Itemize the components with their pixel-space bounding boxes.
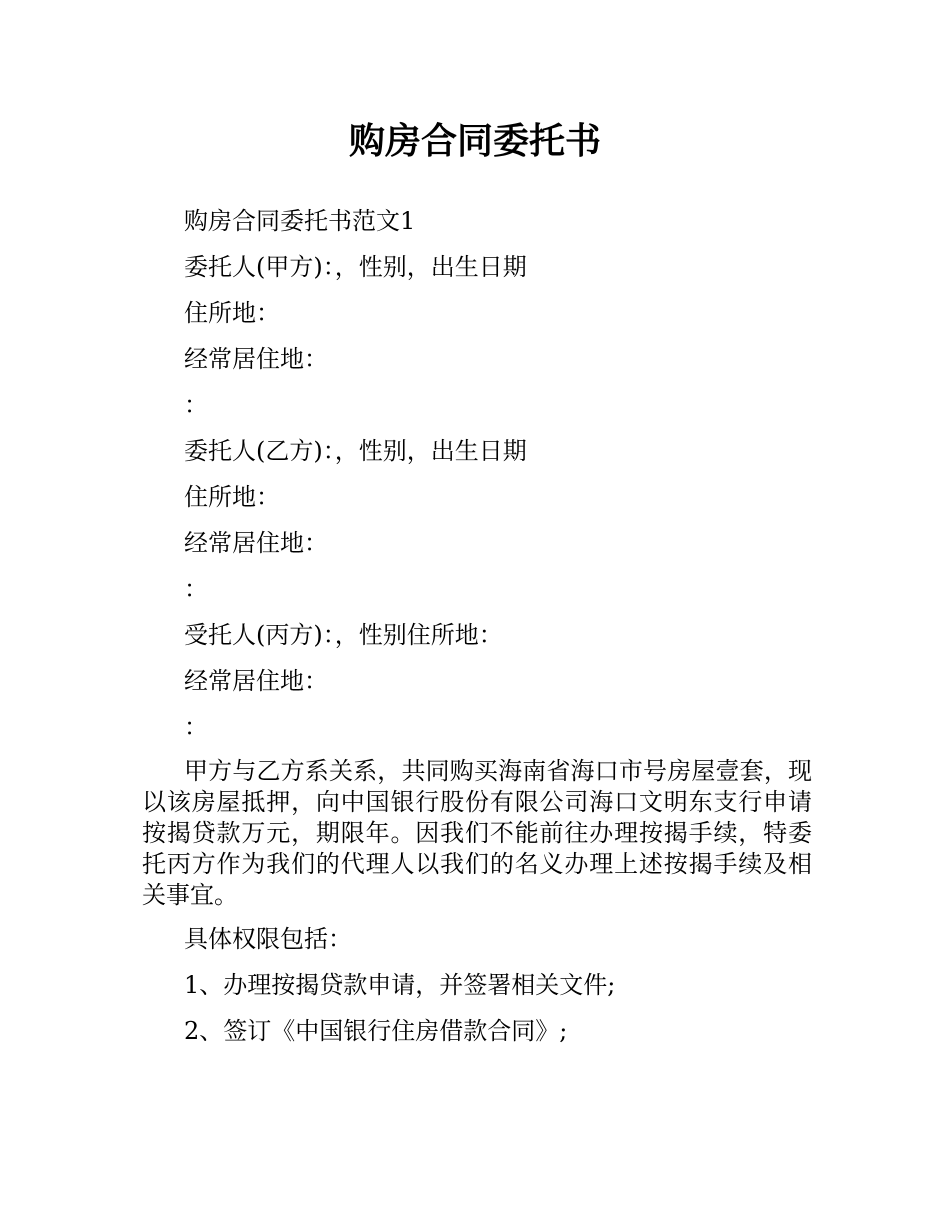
line-scope-item-2: 2、签订《中国银行住房借款合同》; bbox=[184, 1017, 568, 1045]
line-principal-b-residence: 住所地： bbox=[184, 483, 280, 511]
line-agent-c-blank: ： bbox=[184, 713, 208, 741]
line-principal-a: 委托人(甲方)：，性别，出生日期 bbox=[184, 253, 527, 281]
line-principal-a-residence: 住所地： bbox=[184, 299, 280, 327]
line-scope-item-1: 1、办理按揭贷款申请，并签署相关文件; bbox=[184, 971, 616, 999]
line-agent-c-habitual-residence: 经常居住地： bbox=[184, 667, 328, 695]
line-principal-b-blank: ： bbox=[184, 575, 208, 603]
line-principal-b-habitual-residence: 经常居住地： bbox=[184, 529, 328, 557]
document-title: 购房合同委托书 bbox=[348, 121, 601, 162]
authorization-paragraph: 甲方与乙方系关系，共同购买海南省海口市号房屋壹套，现以该房屋抵押，向中国银行股份有限公司海口文明东支行申请按揭贷款万元，期限年。因我们不能前往办理按揭手续，特委托丙方作为我们的代理人以我们的名义办理上述按揭手续及相关事宜。 bbox=[142, 757, 812, 909]
line-principal-a-habitual-residence: 经常居住地： bbox=[184, 345, 328, 373]
line-agent-c: 受托人(丙方)：，性别住所地： bbox=[184, 621, 503, 649]
line-scope-heading: 具体权限包括： bbox=[184, 925, 352, 953]
line-principal-a-blank: ： bbox=[184, 391, 208, 419]
line-principal-b: 委托人(乙方)：，性别，出生日期 bbox=[184, 437, 527, 465]
line-sample-heading: 购房合同委托书范文1 bbox=[184, 207, 416, 235]
document-body bbox=[142, 198, 812, 1054]
